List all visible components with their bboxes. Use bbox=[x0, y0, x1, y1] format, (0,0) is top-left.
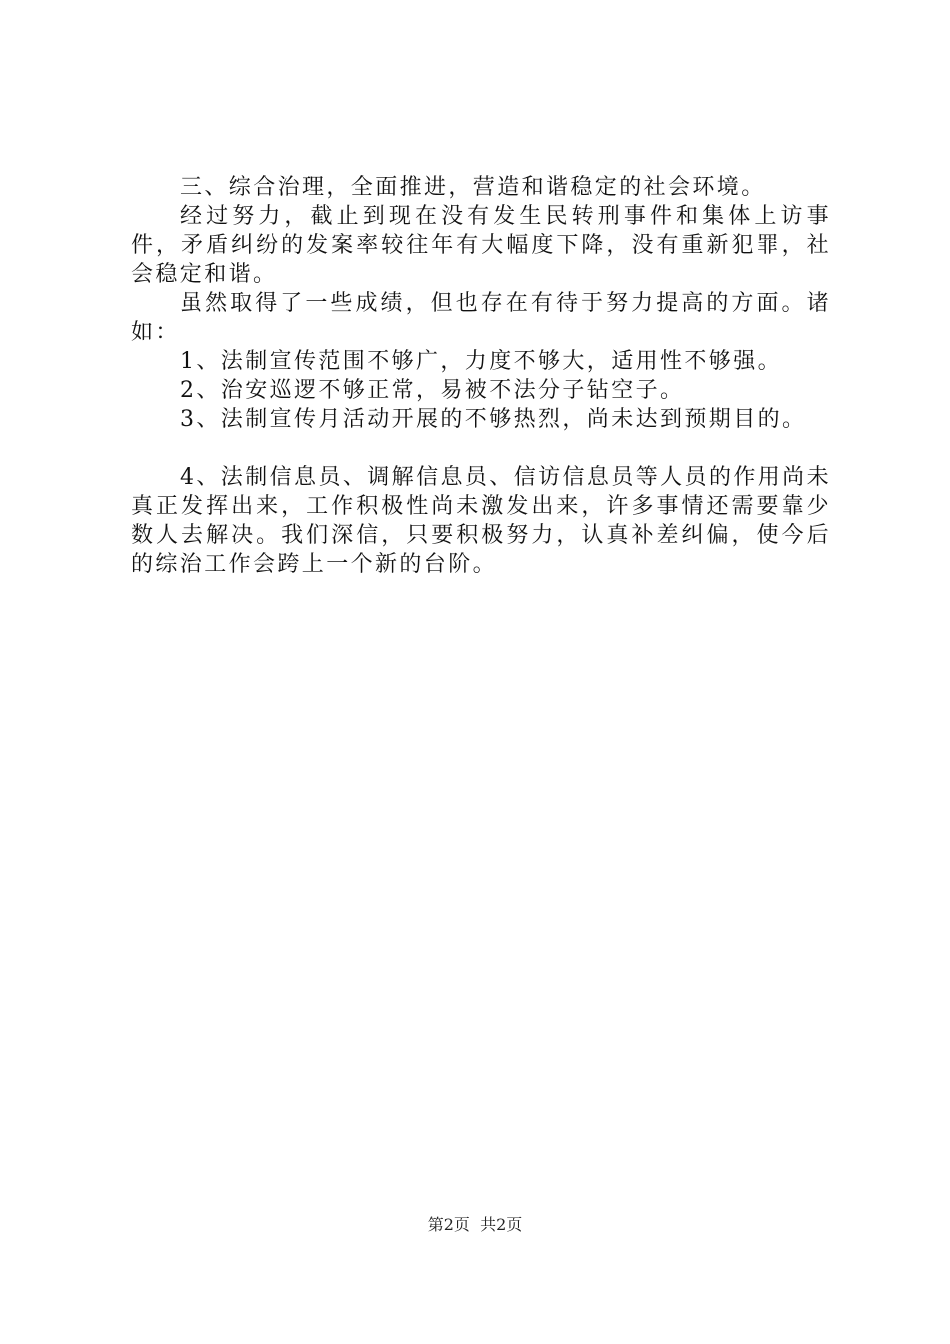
section-heading-paragraph: 三、综合治理，全面推进，营造和谐稳定的社会环境。 bbox=[180, 175, 766, 200]
list-item-1: 1、法制宣传范围不够广，力度不够大，适用性不够强。 bbox=[180, 349, 782, 374]
results-paragraph: 经过努力，截止到现在没有发生民转刑事件和集体上访事件，矛盾纠纷的发案率较往年有大幅度下降，没有重新犯罪，社会稳定和谐。 bbox=[131, 204, 831, 287]
list-item-3: 3、法制宣传月活动开展的不够热烈，尚未达到预期目的。 bbox=[180, 407, 807, 432]
list-item-2: 2、治安巡逻不够正常，易被不法分子钻空子。 bbox=[180, 378, 685, 403]
list-item-4: 4、法制信息员、调解信息员、信访信息员等人员的作用尚未真正发挥出来，工作积极性尚未激发出来，许多事情还需要靠少数人去解决。我们深信，只要积极努力，认真补差纠偏，使今后的综治工作会跨上一个新的台阶。 bbox=[131, 465, 831, 577]
shortcomings-intro-paragraph: 虽然取得了一些成绩，但也存在有待于努力提高的方面。诸如： bbox=[131, 291, 831, 345]
document-body bbox=[131, 173, 831, 579]
page-footer bbox=[0, 1215, 950, 1235]
page-number-label: 第2页 共2页 bbox=[427, 1215, 523, 1234]
